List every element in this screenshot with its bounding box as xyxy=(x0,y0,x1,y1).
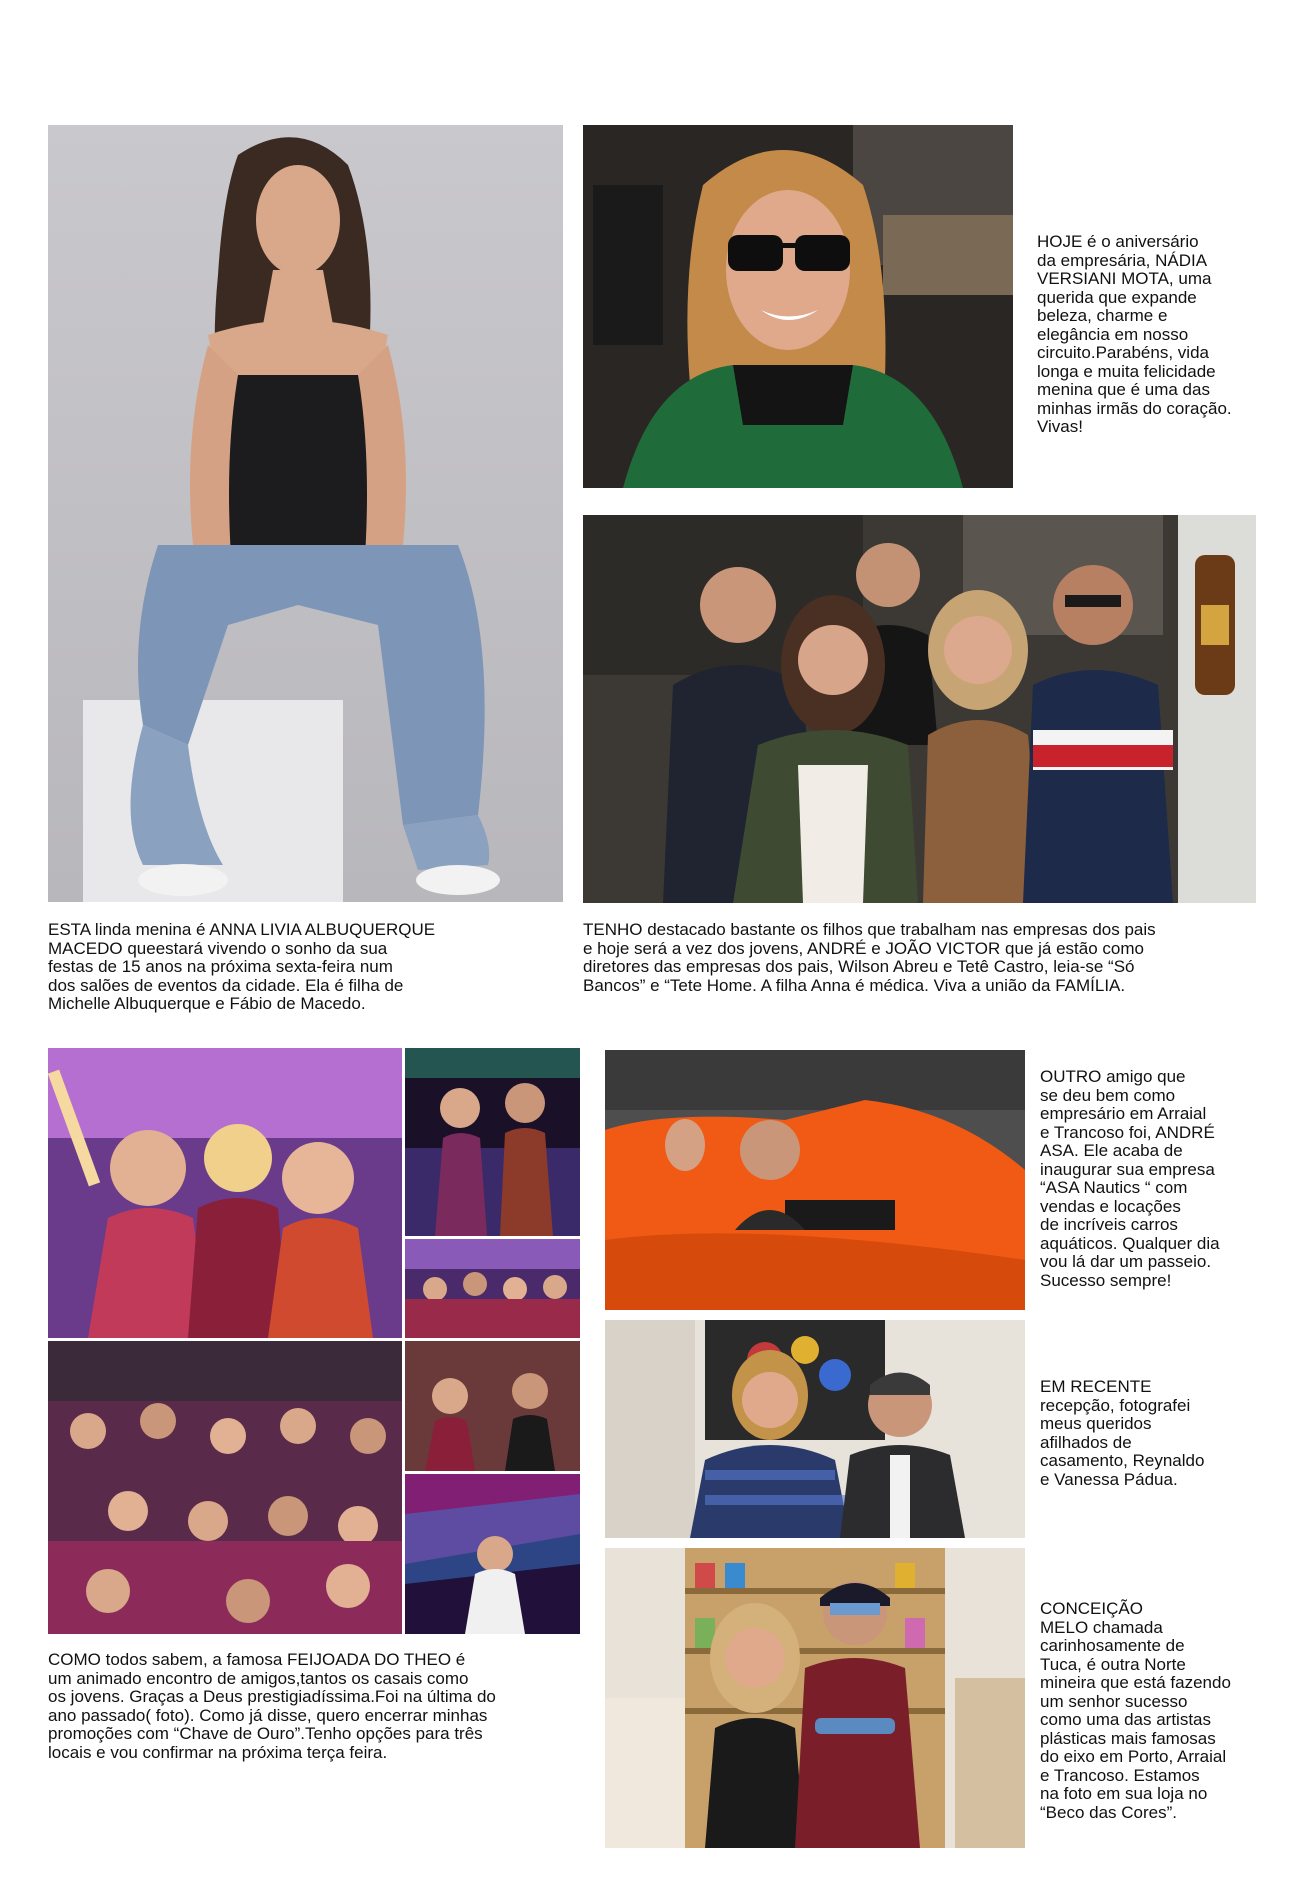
feijoada-caption: COMO todos sabem, a famosa FEIJOADA DO THEO é um animado encontro de amigos,tantos os casais como os jovens. Graças a Deus prestigiadíssima.Foi na última do ano passado( foto). Como já disse, quero encerrar minhas promoções com “Chave de Ouro”.Tenho opções para três locais e vou confirmar na próxima terça feira. xyxy=(48,1650,496,1762)
collage-cell-group xyxy=(405,1239,580,1338)
feijoada-collage-photo xyxy=(48,1048,580,1634)
nadia-portrait-photo xyxy=(583,125,1013,488)
anna-caption: ESTA linda menina é ANNA LIVIA ALBUQUERQUE MACEDO queestará vivendo o sonho da sua festas de 15 anos na próxima sexta-feira num dos salões de eventos da cidade. Ela é filha de Michelle Albuquerque e Fábio de Macedo. xyxy=(48,920,436,1013)
anna-portrait-photo xyxy=(48,125,563,902)
padua-caption: EM RECENTE recepção, fotografei meus queridos afilhados de casamento, Reynaldo e Vanessa Pádua. xyxy=(1040,1377,1205,1489)
collage-cell-people xyxy=(405,1341,580,1471)
family-group-photo xyxy=(583,515,1256,903)
andre-caption: OUTRO amigo que se deu bem como empresário em Arraial e Trancoso foi, ANDRÉ ASA. Ele acaba de inaugurar sua empresa “ASA Nautics “ com vendas e locações de incríveis carros aquáticos. Qualquer dia vou lá dar um passeio. Sucesso sempre! xyxy=(1040,1067,1220,1290)
padua-couple-photo xyxy=(605,1320,1025,1538)
andre-car-photo xyxy=(605,1050,1025,1310)
nadia-caption: HOJE é o aniversário da empresária, NÁDIA VERSIANI MOTA, uma querida que expande beleza, charme e elegância em nosso circuito.Parabéns, vida longa e muita felicidade menina que é uma das minhas irmãs do coração. Vivas! xyxy=(1037,232,1232,436)
collage-cell-stage xyxy=(405,1474,580,1634)
tuca-store-photo xyxy=(605,1548,1025,1848)
tuca-caption: CONCEIÇÃO MELO chamada carinhosamente de Tuca, é outra Norte mineira que está fazendo um senhor sucesso como uma das artistas plásticas mais famosas do eixo em Porto, Arraial e Trancoso. Estamos na foto em sua loja no “Beco das Cores”. xyxy=(1040,1599,1231,1822)
collage-cell-selfie xyxy=(48,1048,402,1338)
collage-cell-band xyxy=(405,1048,580,1236)
collage-cell-crowd xyxy=(48,1341,402,1634)
family-caption: TENHO destacado bastante os filhos que trabalham nas empresas dos pais e hoje será a vez dos jovens, ANDRÉ e JOÃO VICTOR que já estão como diretores das empresas dos pais, Wilson Abreu e Tetê Castro, leia-se “Só Bancos” e “Tete Home. A filha Anna é médica. Viva a união da FAMÍLIA. xyxy=(583,920,1156,995)
